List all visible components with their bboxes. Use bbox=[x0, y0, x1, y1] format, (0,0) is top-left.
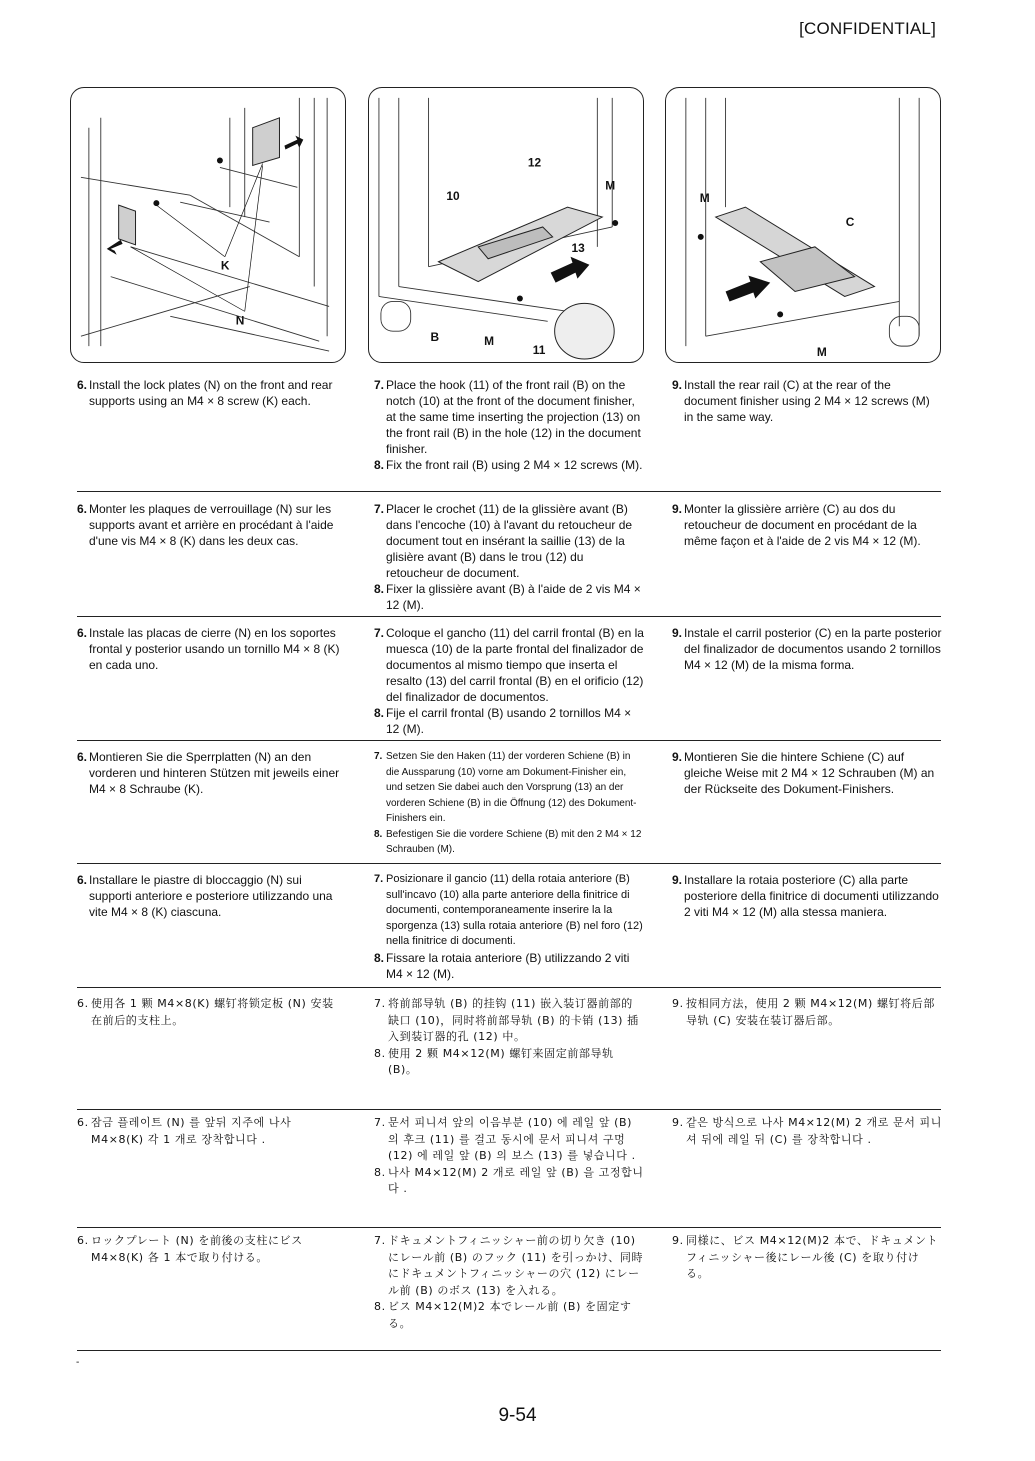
step-text: 按相同方法，使用 2 颗 M4×12(M) 螺钉将后部导轨 (C) 安装在装订器后部。 bbox=[686, 997, 935, 1027]
step-number: 7. bbox=[374, 378, 385, 392]
step-text: 使用 2 颗 M4×12(M) 螺钉来固定前部导轨 (B)。 bbox=[388, 1046, 614, 1076]
step-8 bbox=[374, 457, 644, 473]
step-text: Setzen Sie den Haken (11) der vorderen Schiene (B) in die Aussparung (10) vorne am Dokument-Finisher ein, und setzen Sie dabei auch den Vorsprung (13) an der vorderen Schiene (B) in die Öffnung (12) des Dokument-Finishers ein. bbox=[386, 751, 637, 824]
step-8 bbox=[374, 581, 644, 613]
step-text: Fije el carril frontal (B) usando 2 tornillos M4 × 12 (M). bbox=[386, 706, 632, 736]
step-6 bbox=[77, 377, 343, 409]
label-10: 10 bbox=[446, 189, 460, 204]
step-column-1 bbox=[77, 872, 343, 920]
step-text: Posizionare il gancio (11) della rotaia anteriore (B) sull'incavo (10) alla parte anteriore della finitrice di documenti, contemporaneamente inserire la la sporgenza (13) sulla rotaia anteriore (B) nel foro (12) nella finitrice di documenti. bbox=[386, 873, 643, 947]
step-8 bbox=[374, 1299, 644, 1332]
step-9 bbox=[672, 1115, 942, 1148]
label-12: 12 bbox=[527, 155, 542, 170]
step-text: Montieren Sie die Sperrplatten (N) an den vorderen und hinteren Stützen mit jeweils einer M4 × 8 Schraube (K). bbox=[89, 750, 340, 796]
step-column-1 bbox=[77, 625, 343, 673]
step-9 bbox=[672, 625, 942, 673]
step-text: Place the hook (11) of the front rail (B) on the notch (10) at the front of the document finisher, at the same time inserting the projection (13) on the front rail (B) in the hole (12) in the document finisher. bbox=[386, 378, 641, 456]
instructions-es bbox=[77, 625, 941, 741]
step-text: 将前部导轨 (B) 的挂钩 (11) 嵌入装订器前部的缺口 (10)，同时将前部导轨 (B) 的卡销 (13) 插入到装订器的孔 (12) 中。 bbox=[388, 997, 639, 1043]
step-6 bbox=[77, 872, 343, 920]
step-text: Befestigen Sie die vordere Schiene (B) mit den 2 M4 × 12 Schrauben (M). bbox=[386, 828, 642, 855]
step-number: 7. bbox=[374, 626, 385, 640]
instructions-zh bbox=[77, 996, 941, 1110]
step-column-2 bbox=[374, 872, 644, 982]
step-column-3 bbox=[672, 625, 942, 673]
step-text: Monter les plaques de verrouillage (N) sur les supports avant et arrière en procédant à l'aide d'une vis M4 × 8 (K) dans les deux cas. bbox=[89, 502, 334, 548]
label-m-upper: M bbox=[699, 191, 710, 206]
step-number: 7. bbox=[374, 751, 383, 762]
step-7 bbox=[374, 872, 644, 950]
step-6 bbox=[77, 625, 343, 673]
step-text: ロックプレート (N) を前後の支柱にビス M4×8(K) 各 1 本で取り付ける。 bbox=[91, 1234, 303, 1264]
step-column-1 bbox=[77, 1115, 343, 1148]
step-number: 7. bbox=[374, 873, 384, 885]
step-7 bbox=[374, 377, 644, 457]
step-column-3 bbox=[672, 501, 942, 549]
label-b: B bbox=[430, 330, 440, 345]
step-7 bbox=[374, 501, 644, 581]
step-text: 문서 피니셔 앞의 이음부분 (10) 에 레일 앞 (B) 의 후크 (11) 를 걸고 동시에 문서 피니셔 구멍 (12) 에 레일 앞 (B) 의 보스 (13) 를 넣습니다 . bbox=[388, 1116, 636, 1162]
step-number: 9. bbox=[672, 502, 683, 516]
label-m-lower: M bbox=[816, 345, 827, 360]
label-m-upper: M bbox=[605, 178, 616, 193]
step-6 bbox=[77, 1233, 343, 1266]
page-number: 9-54 bbox=[498, 1405, 537, 1426]
rear-rail-illustration bbox=[666, 88, 940, 362]
step-column-3 bbox=[672, 377, 942, 425]
instructions-fr bbox=[77, 501, 941, 617]
step-column-3 bbox=[672, 872, 942, 920]
step-column-1 bbox=[77, 501, 343, 549]
step-column-1 bbox=[77, 749, 343, 797]
step-7 bbox=[374, 625, 644, 705]
step-7 bbox=[374, 749, 644, 827]
step-6 bbox=[77, 1115, 343, 1148]
step-number: 6. bbox=[77, 873, 88, 887]
step-text: Coloque el gancho (11) del carril frontal (B) en la muesca (10) de la parte frontal del finalizador de documentos al mismo tiempo que inserta el resalto (13) del carril frontal (B) en el orificio (12) del finalizador de documentos. bbox=[386, 626, 644, 704]
front-rail-illustration bbox=[369, 88, 643, 362]
step-number: 6. bbox=[77, 750, 88, 764]
instructions-it bbox=[77, 872, 941, 988]
step-number: 8. bbox=[374, 458, 385, 472]
step-column-3 bbox=[672, 1233, 942, 1283]
step-text: Installare le piastre di bloccaggio (N) sui supporti anteriore e posteriore utilizzando una vite M4 × 8 (K) ciascuna. bbox=[89, 873, 333, 919]
step-text: Placer le crochet (11) de la glissière avant (B) dans l'encoche (10) à l'avant du retoucheur de document tout en insérant la saillie (13) de la glisière avant (B) dans le trou (12) du retoucheur de document. bbox=[386, 502, 633, 580]
step-text: 나사 M4×12(M) 2 개로 레일 앞 (B) 을 고정합니다 . bbox=[388, 1165, 644, 1195]
step-text: Monter la glissière arrière (C) au dos du retoucheur de document en procédant de la même façon et à l'aide de 2 vis M4 × 12 (M). bbox=[684, 502, 921, 548]
label-m-lower: M bbox=[484, 334, 495, 349]
step-column-2 bbox=[374, 749, 644, 858]
step-text: Montieren Sie die hintere Schiene (C) auf gleiche Weise mit 2 M4 × 12 Schrauben (M) an der Rückseite des Dokument-Finishers. bbox=[684, 750, 935, 796]
step-column-1 bbox=[77, 377, 343, 409]
label-n: N bbox=[235, 313, 245, 328]
step-6 bbox=[77, 996, 343, 1029]
step-number: 8. bbox=[374, 1300, 386, 1313]
step-text: 같은 방식으로 나사 M4×12(M) 2 개로 문서 피니셔 뒤에 레일 뒤 (C) 를 장착합니다 . bbox=[686, 1116, 943, 1146]
step-number: 6. bbox=[77, 378, 88, 392]
step-number: 6. bbox=[77, 1116, 89, 1129]
step-number: 9. bbox=[672, 378, 683, 392]
step-text: Instale el carril posterior (C) en la parte posterior del finalizador de documentos usando 2 tornillos M4 × 12 (M) de la misma forma. bbox=[684, 626, 942, 672]
step-7 bbox=[374, 1233, 644, 1299]
step-number: 7. bbox=[374, 997, 386, 1010]
step-number: 8. bbox=[374, 582, 385, 596]
step-text: Fix the front rail (B) using 2 M4 × 12 screws (M). bbox=[386, 458, 643, 472]
step-7 bbox=[374, 1115, 644, 1165]
step-number: 6. bbox=[77, 1234, 89, 1247]
footer-mark: - bbox=[76, 1357, 80, 1368]
instructions-ja bbox=[77, 1233, 941, 1351]
step-text: 잠금 플레이트 (N) 를 앞뒤 지주에 나사 M4×8(K) 각 1 개로 장착합니다 . bbox=[91, 1116, 292, 1146]
label-c: C bbox=[845, 214, 855, 229]
step-8 bbox=[374, 827, 644, 858]
step-9 bbox=[672, 501, 942, 549]
step-column-2 bbox=[374, 1233, 644, 1332]
step-9 bbox=[672, 749, 942, 797]
step-column-1 bbox=[77, 996, 343, 1029]
step-6 bbox=[77, 501, 343, 549]
step-number: 9. bbox=[672, 1234, 684, 1247]
step-number: 9. bbox=[672, 750, 683, 764]
step-number: 6. bbox=[77, 626, 88, 640]
step-number: 9. bbox=[672, 626, 683, 640]
figure-rear-rail bbox=[665, 87, 941, 363]
instructions-ko bbox=[77, 1115, 941, 1228]
step-number: 7. bbox=[374, 1234, 386, 1247]
step-text: Instale las placas de cierre (N) en los soportes frontal y posterior usando un tornillo M4 × 8 (K) en cada uno. bbox=[89, 626, 340, 672]
step-number: 7. bbox=[374, 1116, 386, 1129]
step-text: Install the lock plates (N) on the front and rear supports using an M4 × 8 screw (K) each. bbox=[89, 378, 333, 408]
lock-plate-illustration bbox=[71, 88, 345, 362]
step-text: 同様に、ビス M4×12(M)2 本で、ドキュメントフィニッシャー後にレール後 (C) を取り付ける。 bbox=[686, 1234, 939, 1280]
step-column-2 bbox=[374, 1115, 644, 1198]
step-6 bbox=[77, 749, 343, 797]
figure-front-rail bbox=[368, 87, 644, 363]
step-text: 使用各 1 颗 M4×8(K) 螺钉将锁定板 (N) 安装在前后的支柱上。 bbox=[91, 997, 334, 1027]
step-number: 8. bbox=[374, 828, 383, 840]
step-text: ビス M4×12(M)2 本でレール前 (B) を固定する。 bbox=[388, 1300, 632, 1330]
step-number: 6. bbox=[77, 502, 88, 516]
label-13: 13 bbox=[571, 240, 585, 255]
step-8 bbox=[374, 950, 644, 982]
step-column-3 bbox=[672, 996, 942, 1029]
step-8 bbox=[374, 1046, 644, 1079]
step-7 bbox=[374, 996, 644, 1046]
step-column-3 bbox=[672, 749, 942, 797]
step-number: 9. bbox=[672, 997, 684, 1010]
step-column-2 bbox=[374, 625, 644, 737]
step-text: Fixer la glissière avant (B) à l'aide de 2 vis M4 × 12 (M). bbox=[386, 582, 641, 612]
step-column-2 bbox=[374, 377, 644, 473]
instructions-de bbox=[77, 749, 941, 864]
step-text: Fissare la rotaia anteriore (B) utilizzando 2 viti M4 × 12 (M). bbox=[386, 950, 630, 981]
step-number: 9. bbox=[672, 1116, 684, 1129]
label-k: K bbox=[220, 258, 230, 273]
step-9 bbox=[672, 1233, 942, 1283]
figure-lock-plates bbox=[70, 87, 346, 363]
step-number: 8. bbox=[374, 1165, 386, 1179]
step-number: 7. bbox=[374, 502, 385, 516]
step-8 bbox=[374, 1165, 644, 1198]
label-11: 11 bbox=[532, 343, 546, 358]
step-number: 8. bbox=[374, 706, 385, 720]
step-9 bbox=[672, 872, 942, 920]
step-column-2 bbox=[374, 996, 644, 1079]
step-number: 9. bbox=[672, 873, 683, 887]
step-9 bbox=[672, 377, 942, 425]
step-text: ドキュメントフィニッシャー前の切り欠き (10) にレール前 (B) のフック (11) を引っかけ、同時にドキュメントフィニッシャーの穴 (12) にレール前 (B) のボス (13) を入れる。 bbox=[388, 1234, 644, 1297]
step-column-1 bbox=[77, 1233, 343, 1266]
step-column-2 bbox=[374, 501, 644, 613]
instructions-en bbox=[77, 377, 941, 492]
step-text: Install the rear rail (C) at the rear of the document finisher using 2 M4 × 12 screws (M) in the same way. bbox=[684, 378, 930, 424]
step-number: 8. bbox=[374, 1046, 386, 1060]
confidential-header: [CONFIDENTIAL] bbox=[799, 19, 936, 38]
step-8 bbox=[374, 705, 644, 737]
step-column-3 bbox=[672, 1115, 942, 1148]
step-text: Installare la rotaia posteriore (C) alla parte posteriore della finitrice di documenti utilizzando 2 viti M4 × 12 (M) alla stessa maniera. bbox=[684, 873, 939, 919]
step-number: 6. bbox=[77, 997, 89, 1010]
step-9 bbox=[672, 996, 942, 1029]
step-number: 8. bbox=[374, 950, 385, 965]
